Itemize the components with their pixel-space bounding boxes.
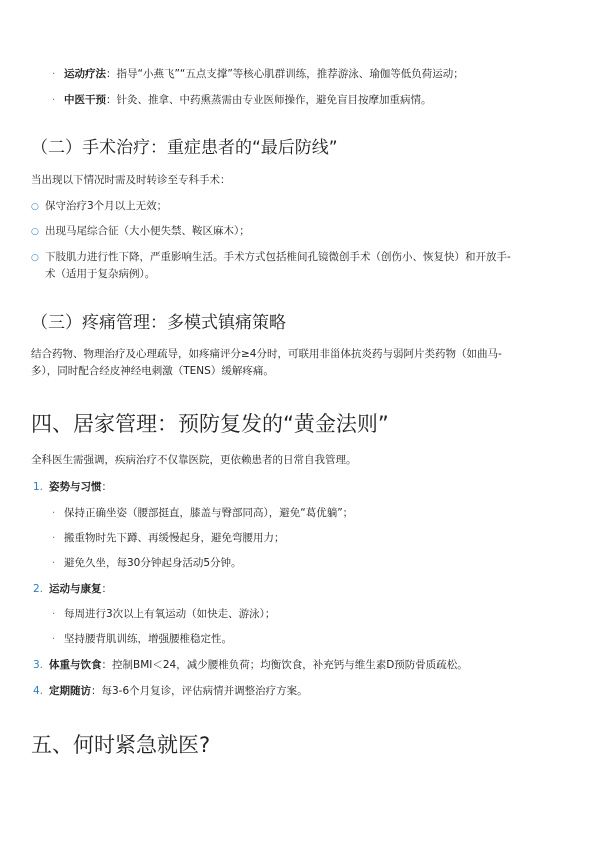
list-item [52, 93, 432, 108]
bullet-icon: · [52, 69, 56, 80]
circle-bullet-icon: ○ [31, 253, 39, 263]
item-text: 每周进行3次以上有氧运动（如快走、游泳）； [64, 608, 276, 620]
numbered-item [33, 684, 308, 699]
item-number: 4. [33, 685, 44, 697]
list-item [52, 67, 464, 82]
item-bold: 运动疗法 [64, 68, 106, 80]
list-item [31, 224, 250, 240]
list-item [31, 199, 167, 215]
item-number: 3. [33, 659, 44, 671]
item-text: ：针灸、推拿、中药熏蒸需由专业医师操作，避免盲目按摩加重病情。 [106, 94, 432, 106]
bullet-icon: · [52, 609, 56, 620]
sub-list-item [52, 506, 353, 521]
circle-bullet-icon: ○ [31, 202, 39, 212]
item-text: 避免久坐，每30分钟起身活动5分钟。 [64, 557, 242, 569]
item-bold: 运动与康复 [49, 583, 102, 595]
bullet-icon: · [52, 508, 56, 519]
paragraph-line: 多），同时配合经皮神经电刺激（TENS）缓解疼痛。 [31, 365, 274, 377]
item-text: 坚持腰背肌训练，增强腰椎稳定性。 [64, 633, 232, 645]
item-text: 出现马尾综合征（大小便失禁、鞍区麻木）； [45, 225, 250, 237]
sub-list-item [52, 556, 242, 571]
numbered-item [33, 582, 112, 597]
section-intro: 全科医生需强调，疾病治疗不仅靠医院，更依赖患者的日常自我管理。 [31, 454, 357, 466]
numbered-item [33, 480, 112, 495]
circle-bullet-icon: ○ [31, 227, 39, 237]
sub-list-item [52, 531, 285, 546]
bullet-icon: · [52, 533, 56, 544]
chapter-heading: 四、居家管理：预防复发的“黄金法则” [31, 412, 389, 436]
item-bold: 体重与饮食 [49, 659, 102, 671]
item-bold: 姿势与习惯 [49, 481, 102, 493]
item-number: 1. [33, 481, 44, 493]
sub-list-item [52, 607, 275, 622]
item-bold: 定期随访 [49, 685, 91, 697]
paragraph-line: 结合药物、物理治疗及心理疏导，如疼痛评分≥4分时，可联用非甾体抗炎药与弱阿片类药物（如曲马- [31, 348, 502, 360]
item-text: 下肢肌力进行性下降，严重影响生活。手术方式包括椎间孔镜微创手术（创伤小、恢复快）和开放手- [45, 251, 511, 263]
section-heading: （三）疼痛管理：多模式镇痛策略 [31, 313, 286, 333]
list-item-continuation: 术（适用于复杂病例）。 [45, 268, 156, 280]
item-text: ：控制BMI＜24，减少腰椎负荷；均衡饮食，补充钙与维生素D预防骨质疏松。 [101, 659, 468, 671]
item-text: ：指导“小燕飞”“五点支撑”等核心肌群训练，推荐游泳、瑜伽等低负荷运动； [106, 68, 464, 80]
sub-list-item [52, 632, 232, 647]
section-intro: 当出现以下情况时需及时转诊至专科手术： [31, 174, 231, 186]
item-text: ： [101, 481, 112, 493]
item-bold: 中医干预 [64, 94, 106, 106]
item-text: 搬重物时先下蹲、再缓慢起身，避免弯腰用力； [64, 532, 285, 544]
item-text: 保持正确坐姿（腰部挺直，膝盖与臀部同高），避免“葛优躺”； [64, 507, 354, 519]
item-text: ： [101, 583, 112, 595]
item-number: 2. [33, 583, 44, 595]
bullet-icon: · [52, 558, 56, 569]
section-heading: （二）手术治疗：重症患者的“最后防线” [31, 138, 338, 158]
chapter-heading: 五、何时紧急就医? [31, 733, 211, 757]
item-text: ：每3-6个月复诊，评估病情并调整治疗方案。 [91, 685, 308, 697]
bullet-icon: · [52, 634, 56, 645]
bullet-icon: · [52, 95, 56, 106]
numbered-item [33, 658, 468, 673]
list-item [31, 250, 511, 266]
item-text: 保守治疗3个月以上无效； [45, 200, 168, 212]
